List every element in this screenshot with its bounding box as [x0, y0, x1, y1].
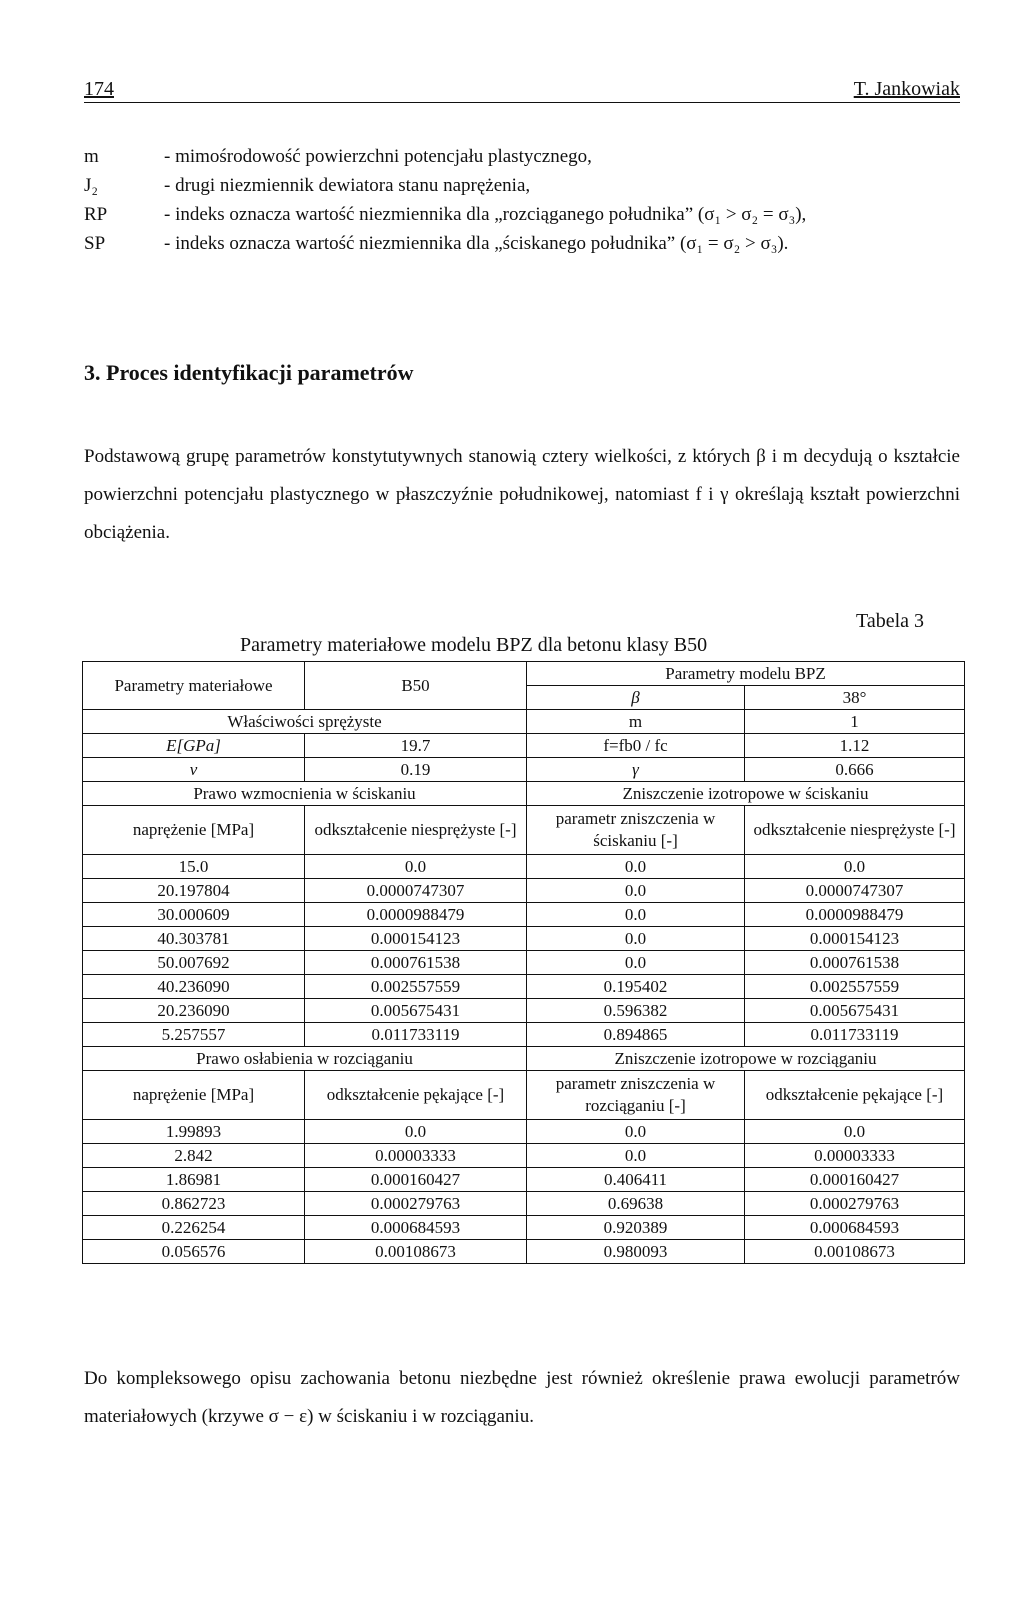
tens-cell: 0.980093	[527, 1240, 745, 1264]
table-row	[83, 903, 965, 927]
page-header	[84, 78, 960, 103]
table-row	[83, 710, 965, 734]
tens-cell: 1.86981	[83, 1168, 305, 1192]
tens-cell: 0.0	[745, 1120, 965, 1144]
tension-col-cracking-strain: odkształcenie pękające [-]	[305, 1071, 527, 1120]
elastic-properties-title: Właściwości sprężyste	[83, 710, 527, 734]
tens-cell: 0.406411	[527, 1168, 745, 1192]
tension-data	[83, 1120, 965, 1264]
symbol-legend	[84, 146, 964, 262]
table-header-row	[83, 662, 965, 686]
tens-cell: 0.000279763	[745, 1192, 965, 1216]
compression-data	[83, 855, 965, 1047]
table-row	[83, 1168, 965, 1192]
compression-col-stress: naprężenie [MPa]	[83, 806, 305, 855]
m-symbol: m	[527, 710, 745, 734]
tens-cell: 0.00108673	[745, 1240, 965, 1264]
comp-cell: 0.0	[527, 903, 745, 927]
compression-col-inelastic-strain: odkształcenie niesprężyste [-]	[305, 806, 527, 855]
table-row	[83, 1120, 965, 1144]
tens-cell: 0.920389	[527, 1216, 745, 1240]
intro-paragraph: Podstawową grupę parametrów konstytutywnych stanowią cztery wielkości, z których β i m decydują o kształcie powierzchni potencjału plastycznego w płaszczyźnie południkowej, natomiast f i γ określają kształt powierzchni obciążenia.	[84, 446, 960, 543]
tens-cell: 1.99893	[83, 1120, 305, 1144]
comp-cell: 0.596382	[527, 999, 745, 1023]
tens-cell: 0.0	[527, 1144, 745, 1168]
f-ratio-value: 1.12	[745, 734, 965, 758]
header-b50: B50	[305, 662, 527, 710]
comp-cell: 30.000609	[83, 903, 305, 927]
page-number: 174	[84, 78, 114, 100]
comp-cell: 0.0000747307	[745, 879, 965, 903]
tension-col-damage: parametr zniszczenia w rozciąganiu [-]	[527, 1071, 745, 1120]
f-ratio-label: f=fb0 / fc	[527, 734, 745, 758]
comp-cell: 0.011733119	[745, 1023, 965, 1047]
comp-cell: 0.011733119	[305, 1023, 527, 1047]
tension-col-stress: naprężenie [MPa]	[83, 1071, 305, 1120]
legend-symbol: J₂	[84, 175, 99, 196]
poisson-value: 0.19	[305, 758, 527, 782]
gamma-label: γ	[527, 758, 745, 782]
comp-cell: 0.005675431	[305, 999, 527, 1023]
comp-cell: 15.0	[83, 855, 305, 879]
table-row	[83, 999, 965, 1023]
tens-cell: 0.862723	[83, 1192, 305, 1216]
comp-cell: 0.0	[527, 879, 745, 903]
tens-cell: 0.00003333	[305, 1144, 527, 1168]
comp-cell: 0.000154123	[745, 927, 965, 951]
tens-cell: 0.056576	[83, 1240, 305, 1264]
tens-cell: 2.842	[83, 1144, 305, 1168]
tens-cell: 0.00003333	[745, 1144, 965, 1168]
legend-description: - indeks oznacza wartość niezmiennika dla „rozciąganego południka” (σ₁ > σ₂ = σ₃),	[164, 204, 807, 225]
legend-item	[84, 204, 964, 233]
table-row	[83, 951, 965, 975]
comp-cell: 20.197804	[83, 879, 305, 903]
young-modulus-value: 19.7	[305, 734, 527, 758]
tens-cell: 0.226254	[83, 1216, 305, 1240]
compression-col-inelastic-strain-2: odkształcenie niesprężyste [-]	[745, 806, 965, 855]
table-row	[83, 1216, 965, 1240]
table-row	[83, 1047, 965, 1071]
table-row	[83, 879, 965, 903]
legend-item	[84, 233, 964, 262]
closing-paragraph: Do kompleksowego opisu zachowania betonu niezbędne jest również określenie prawa ewolucji parametrów materiałowych (krzywe σ − ε) w ściskaniu i w rozciąganiu.	[84, 1368, 960, 1427]
comp-cell: 0.000761538	[305, 951, 527, 975]
section-heading: 3. Proces identyfikacji parametrów	[84, 360, 414, 385]
legend-item	[84, 146, 964, 175]
tension-col-cracking-strain-2: odkształcenie pękające [-]	[745, 1071, 965, 1120]
legend-symbol: RP	[84, 204, 108, 225]
header-material-params: Parametry materiałowe	[83, 662, 305, 710]
gamma-value: 0.666	[745, 758, 965, 782]
comp-cell: 0.0000747307	[305, 879, 527, 903]
table-row	[83, 975, 965, 999]
comp-cell: 0.000154123	[305, 927, 527, 951]
comp-cell: 0.0	[527, 927, 745, 951]
compression-damage-title: Zniszczenie izotropowe w ściskaniu	[527, 782, 965, 806]
table-row	[83, 734, 965, 758]
comp-cell: 0.0	[527, 855, 745, 879]
tension-law-title: Prawo osłabienia w rozciąganiu	[83, 1047, 527, 1071]
material-parameters-table	[82, 661, 965, 1264]
legend-item	[84, 175, 964, 204]
tens-cell: 0.000684593	[745, 1216, 965, 1240]
comp-cell: 0.002557559	[305, 975, 527, 999]
tens-cell: 0.000160427	[305, 1168, 527, 1192]
compression-law-title: Prawo wzmocnienia w ściskaniu	[83, 782, 527, 806]
comp-cell: 0.0000988479	[305, 903, 527, 927]
running-author: T. Jankowiak	[853, 78, 960, 100]
young-modulus-label: E[GPa]	[83, 734, 305, 758]
header-bpz-params: Parametry modelu BPZ	[527, 662, 965, 686]
comp-cell: 40.236090	[83, 975, 305, 999]
table-row	[83, 782, 965, 806]
table-row	[83, 806, 965, 855]
table-row	[83, 855, 965, 879]
table-caption: Parametry materiałowe modelu BPZ dla betonu klasy B50	[240, 634, 708, 656]
table-row	[83, 1071, 965, 1120]
tens-cell: 0.0	[527, 1120, 745, 1144]
table-row	[83, 1023, 965, 1047]
poisson-label: ν	[83, 758, 305, 782]
comp-cell: 40.303781	[83, 927, 305, 951]
beta-value: 38°	[745, 686, 965, 710]
comp-cell: 20.236090	[83, 999, 305, 1023]
legend-symbol: SP	[84, 233, 106, 254]
comp-cell: 0.0	[527, 951, 745, 975]
comp-cell: 0.005675431	[745, 999, 965, 1023]
legend-description: - mimośrodowość powierzchni potencjału plastycznego,	[164, 146, 592, 167]
table-row	[83, 1192, 965, 1216]
table-number: Tabela 3	[856, 610, 925, 632]
comp-cell: 5.257557	[83, 1023, 305, 1047]
comp-cell: 0.195402	[527, 975, 745, 999]
table-row	[83, 1144, 965, 1168]
beta-symbol: β	[527, 686, 745, 710]
table-row	[83, 1240, 965, 1264]
tens-cell: 0.0	[305, 1120, 527, 1144]
comp-cell: 0.002557559	[745, 975, 965, 999]
tens-cell: 0.69638	[527, 1192, 745, 1216]
table-row	[83, 927, 965, 951]
compression-col-damage: parametr zniszczenia w ściskaniu [-]	[527, 806, 745, 855]
legend-symbol: m	[84, 146, 99, 167]
comp-cell: 0.000761538	[745, 951, 965, 975]
comp-cell: 0.0	[745, 855, 965, 879]
legend-description: - indeks oznacza wartość niezmiennika dla „ściskanego południka” (σ₁ = σ₂ > σ₃).	[164, 233, 789, 254]
tens-cell: 0.000160427	[745, 1168, 965, 1192]
comp-cell: 0.894865	[527, 1023, 745, 1047]
table-row	[83, 758, 965, 782]
comp-cell: 50.007692	[83, 951, 305, 975]
tens-cell: 0.000684593	[305, 1216, 527, 1240]
tens-cell: 0.000279763	[305, 1192, 527, 1216]
tension-damage-title: Zniszczenie izotropowe w rozciąganiu	[527, 1047, 965, 1071]
m-value: 1	[745, 710, 965, 734]
legend-description: - drugi niezmiennik dewiatora stanu naprężenia,	[164, 175, 531, 196]
comp-cell: 0.0	[305, 855, 527, 879]
comp-cell: 0.0000988479	[745, 903, 965, 927]
tens-cell: 0.00108673	[305, 1240, 527, 1264]
